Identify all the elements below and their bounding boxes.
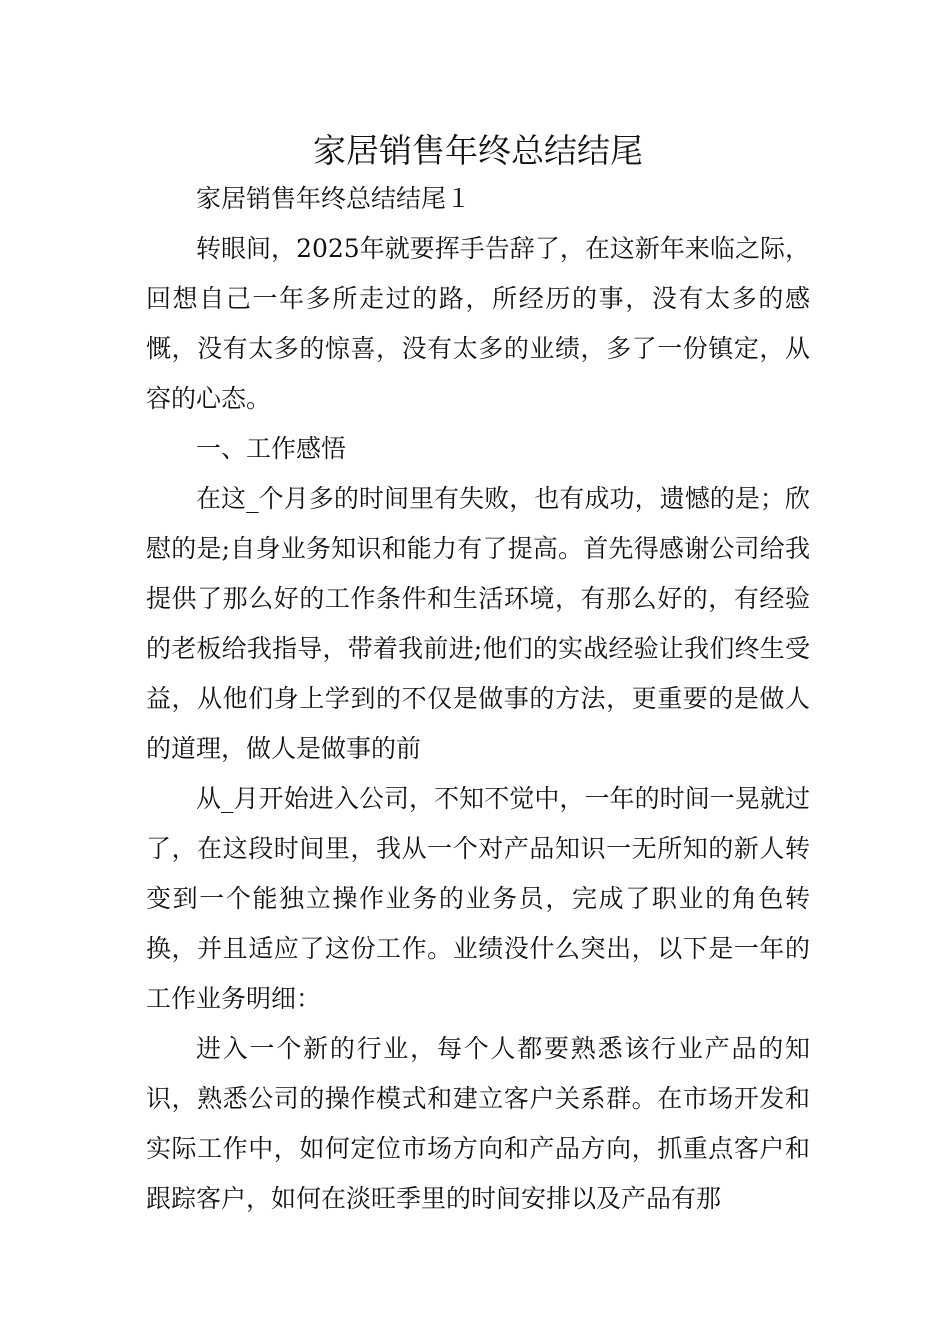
section-heading: 一、工作感悟 <box>196 434 347 463</box>
body-paragraph: 进入一个新的行业，每个人都要熟悉该行业产品的知识，熟悉公司的操作模式和建立客户关系群。在市场开发和实际工作中，如何定位市场方向和产品方向，抓重点客户和跟踪客户，如何在淡旺季里的时间安排以及产品有那 <box>146 1034 810 1213</box>
body-paragraph: 从_月开始进入公司，不知不觉中，一年的时间一晃就过了，在这段时间里，我从一个对产品知识一无所知的新人转变到一个能独立操作业务的业务员，完成了职业的角色转换，并且适应了这份工作。业绩没什么突出，以下是一年的工作业务明细： <box>146 784 810 1013</box>
document-body <box>146 126 810 1224</box>
subtitle-paragraph: 家居销售年终总结结尾１ <box>196 184 472 213</box>
body-paragraph: 在这_个月多的时间里有失败，也有成功，遗憾的是；欣慰的是;自身业务知识和能力有了提高。首先得感谢公司给我提供了那么好的工作条件和生活环境，有那么好的，有经验的老板给我指导，带着我前进;他们的实战经验让我们终生受益，从他们身上学到的不仅是做事的方法，更重要的是做人的道理，做人是做事的前 <box>146 484 810 763</box>
intro-paragraph: 转眼间，2025年就要挥手告辞了，在这新年来临之际，回想自己一年多所走过的路，所经历的事，没有太多的感慨，没有太多的惊喜，没有太多的业绩，多了一份镇定，从容的心态。 <box>146 234 810 413</box>
document-title: 家居销售年终总结结尾 <box>313 131 643 170</box>
